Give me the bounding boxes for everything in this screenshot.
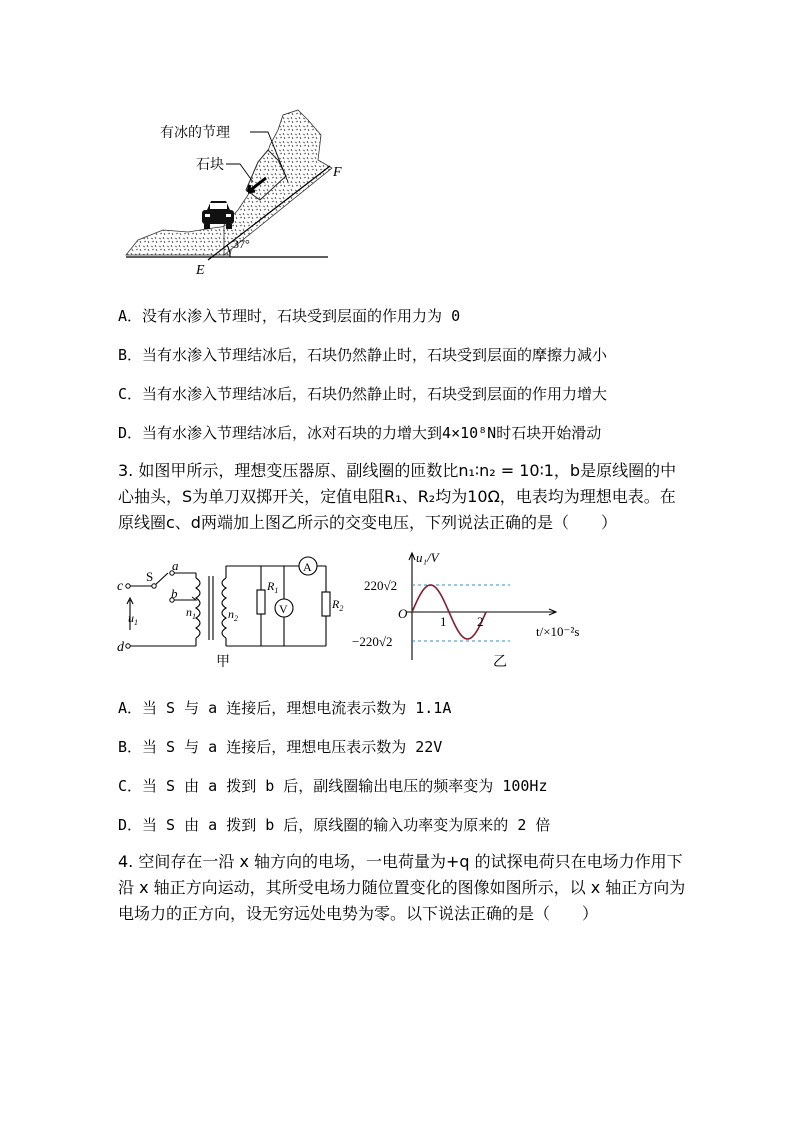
graph-ymin-label: −220√2 (352, 634, 393, 649)
graph-xlabel: t/×10⁻²s (536, 624, 580, 639)
q4-line-3: 电场力的正方向，设无穷远处电势为零。以下说法正确的是（ ） (118, 904, 599, 923)
label-R2: $R_2$ (332, 597, 344, 613)
q3-line-3: 原线圈c、d两端加上图乙所示的交变电压，下列说法正确的是（ ） (118, 513, 617, 532)
circuit-diagram (116, 548, 346, 672)
q4-stem (118, 849, 686, 927)
q4-line-2: 沿 x 轴正方向运动，其所受电场力随位置变化的图像如图所示，以 x 轴正方向为 (118, 878, 686, 897)
graph-ymax-label: 220√2 (364, 578, 398, 593)
q2-option-c: C．当有水渗入节理结冰后，石块仍然静止时，石块受到层面的作用力增大 (118, 385, 608, 403)
q3-option-a: A．当 S 与 a 连接后，理想电流表示数为 1.1A (118, 699, 452, 717)
q3-line-1: 3. 如图甲所示，理想变压器原、副线圈的匝数比n₁∶n₂ = 10∶1，b是原线圈的中 (118, 461, 677, 480)
graph-ylabel: u₁/V (416, 550, 439, 565)
q3-stem (118, 458, 678, 536)
slope-figure (118, 100, 358, 280)
label-angle: 37° (233, 237, 250, 251)
q2-option-b: B．当有水渗入节理结冰后，石块仍然静止时，石块受到层面的摩擦力减小 (118, 346, 608, 364)
q4-line-1: 4. 空间存在一沿 x 轴方向的电场，一电荷量为+q 的试探电荷只在电场力作用下 (118, 852, 683, 871)
label-ice-joint: 有冰的节理 (160, 125, 230, 141)
car-icon (202, 201, 234, 229)
q3-option-c: C．当 S 由 a 拨到 b 后，副线圈输出电压的频率变为 100Hz (118, 777, 548, 795)
graph-caption: 乙 (493, 654, 507, 670)
label-n1: $n_1$ (186, 605, 196, 621)
label-S: S (146, 569, 154, 584)
label-n2: $n_2$ (228, 607, 238, 623)
graph-origin: O (398, 606, 408, 621)
graph-tick-2: 2 (477, 614, 484, 629)
voltage-graph (350, 548, 600, 672)
q2-option-a: A．没有水渗入节理时，石块受到层面的作用力为 0 (118, 307, 461, 325)
q3-option-d: D．当 S 由 a 拨到 b 后，原线圈的输入功率变为原来的 2 倍 (118, 816, 551, 834)
label-u1: $u_1$ (128, 611, 138, 627)
label-a: a (172, 558, 179, 573)
label-E: E (196, 263, 205, 278)
q2-option-d: D．当有水渗入节理结冰后，冰对石块的力增大到4×10⁸N时石块开始滑动 (118, 424, 602, 442)
label-d: d (117, 640, 124, 655)
label-R1: $R_1$ (267, 579, 279, 595)
label-c: c (117, 579, 124, 594)
label-rock: 石块 (196, 157, 224, 173)
q3-option-b: B．当 S 与 a 连接后，理想电压表示数为 22V (118, 738, 443, 756)
voltmeter-label: V (279, 602, 288, 616)
ammeter-label: A (303, 560, 312, 574)
q3-line-2: 心抽头，S为单刀双掷开关，定值电阻R₁、R₂均为10Ω，电表均为理想电表。在 (118, 487, 676, 506)
label-b: b (171, 586, 178, 601)
label-F: F (333, 165, 342, 180)
graph-tick-1: 1 (440, 614, 447, 629)
circuit-caption: 甲 (216, 654, 230, 670)
